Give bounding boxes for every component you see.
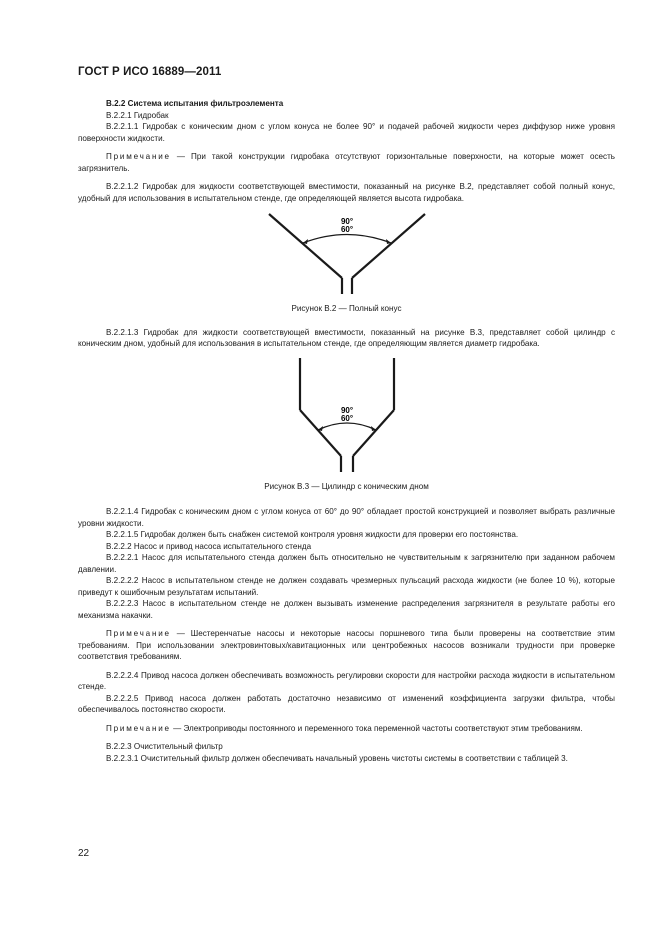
note (78, 151, 615, 174)
paragraph: В.2.2.1.5 Гидробак должен быть снабжен системой контроля уровня жидкости для проверки его постоянства. (106, 530, 519, 539)
note-text: — Электроприводы постоянного и переменного тока переменной частоты соответствуют этим требованиям. (170, 723, 583, 733)
note (78, 628, 615, 663)
figure-full-cone (78, 210, 615, 315)
paragraph: В.2.2.1.2 Гидробак для жидкости соответствующей вместимости, показанный на рисунке В.2, представляет собой полный конус, удобный для использования в испытательном стенде, где определяющей является высота гидробака. (78, 182, 615, 203)
angle-label-max: 90° (340, 217, 353, 226)
subsection-heading: В.2.2.2 Насос и привод насоса испытательного стенда (106, 541, 312, 551)
cylinder-cone-drawing (292, 356, 402, 472)
figure-cylinder-cone (78, 356, 615, 493)
note (78, 723, 615, 735)
angle-label-max: 90° (340, 405, 353, 415)
document-header: ГОСТ Р ИСО 16889—2011 (78, 66, 222, 78)
paragraph: В.2.2.2.4 Привод насоса должен обеспечивать возможность регулировки скорости для настройки расхода жидкости в испытательном стенде. (78, 670, 615, 691)
paragraph: В.2.2.2.1 Насос для испытательного стенда должен быть относительно не чувствительным к загрязнителю при заданном рабочем давлении. (78, 553, 615, 574)
paragraph: В.2.2.3.1 Очистительный фильтр должен обеспечивать начальный уровень чистоты системы в соответствии с таблицей 3. (106, 753, 568, 763)
paragraph: В.2.2.1.4 Гидробак с коническим дном с углом конуса от 60° до 90° обладает простой конструкцией и позволяет выбрать различные уровни жидкости. (78, 507, 615, 528)
note-label: Примечание (106, 629, 171, 638)
section-heading: В.2.2 Система испытания фильтроэлемента (106, 99, 284, 108)
note-text: — Шестеренчатые насосы и некоторые насосы поршневого типа были проверены на соответствие этим требованиям. При использовании электровинтовых/кавитационных или центробежных насосов возникали трудности при проверке соответствия требованиям. (78, 629, 615, 661)
angle-label-min: 60° (340, 413, 353, 423)
subsection-heading: В.2.2.1 Гидробак (106, 110, 169, 120)
note-label: Примечание (106, 723, 171, 733)
figure-caption: Рисунок В.2 — Полный конус (291, 304, 402, 313)
page-number: 22 (78, 848, 90, 859)
paragraph: В.2.2.2.2 Насос в испытательном стенде не должен создавать чрезмерных пульсаций расхода жидкости (не более 10 %), которые приведут к ошибочным результатам испытаний. (78, 576, 615, 597)
angle-label-min: 60° (340, 225, 353, 234)
full-cone-drawing (257, 210, 437, 294)
document-body (78, 98, 615, 764)
figure-caption: Рисунок В.3 — Цилиндр с коническим дном (264, 481, 429, 491)
paragraph: В.2.2.1.1 Гидробак с коническим дном с углом конуса не более 90° и подачей рабочей жидкости через диффузор ниже уровня поверхности жидкости. (78, 122, 615, 143)
paragraph: В.2.2.2.3 Насос в испытательном стенде не должен вызывать изменение распределения загрязнителя в результате работы его механизма накачки. (78, 599, 615, 620)
note-text: — При такой конструкции гидробака отсутствуют горизонтальные поверхности, на которые может осесть загрязнитель. (78, 152, 615, 173)
paragraph: В.2.2.2.5 Привод насоса должен работать достаточно независимо от изменений коэффициента загрузки фильтра, чтобы обеспечивалось постоянство скорости. (78, 693, 615, 714)
subsection-heading: В.2.2.3 Очистительный фильтр (106, 742, 223, 751)
paragraph: В.2.2.1.3 Гидробак для жидкости соответствующей вместимости, показанный на рисунке В.3, представляет собой цилиндр с коническим дном, удобный для использования в испытательном стенде, где определяющим является диаметр гидробака. (78, 327, 615, 348)
note-label: Примечание (106, 152, 171, 161)
